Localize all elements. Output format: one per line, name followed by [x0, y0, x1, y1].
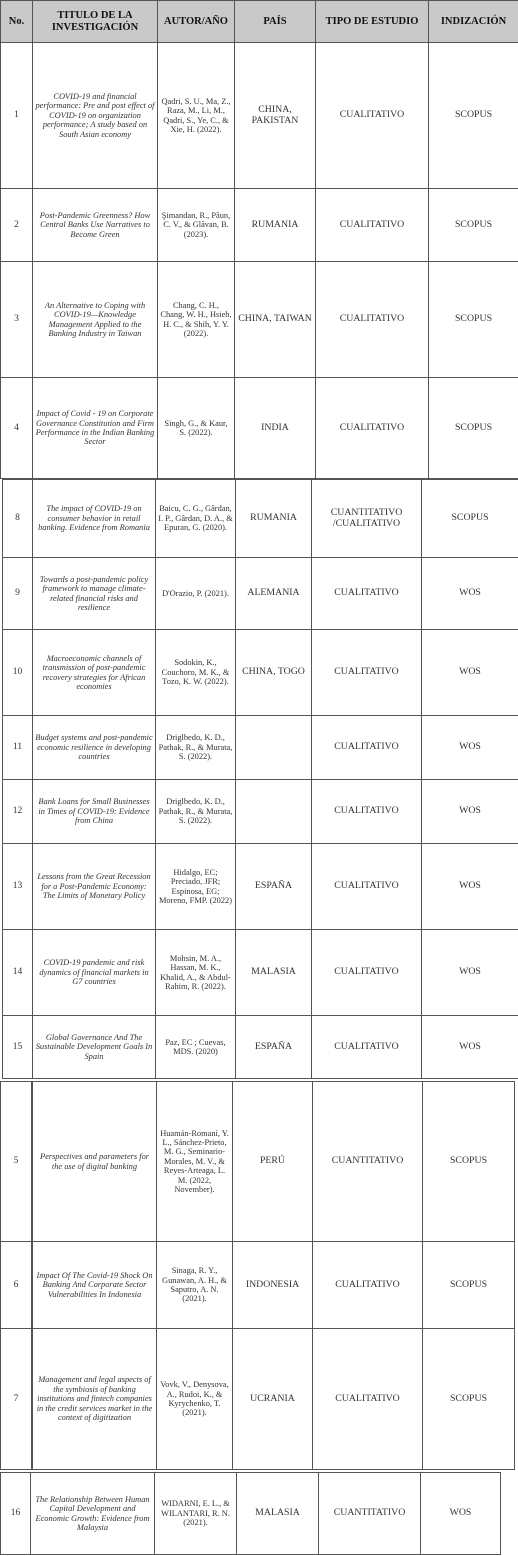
row-country	[236, 716, 312, 780]
row-title: Impact of Covid - 19 on Corporate Governance Constitution and Firm Performance in the Indian Banking Sector	[33, 378, 158, 479]
row-study-type: CUALITATIVO	[313, 1242, 423, 1329]
table-row	[33, 1242, 515, 1329]
table-segment-c	[32, 1081, 515, 1470]
row-title: COVID-19 and financial performance: Pre and post effect of COVID-19 on organization performance; A study based on South Asian economy	[33, 43, 158, 189]
row-study-type: CUALITATIVO	[312, 930, 422, 1016]
table-row	[1, 262, 518, 378]
row-study-type: CUALITATIVO	[312, 558, 422, 630]
row-country: INDIA	[235, 378, 316, 479]
row-study-type: CUALITATIVO	[312, 716, 422, 780]
row-author: Huamán-Romaní, Y. L., Sánchez-Prieto, M. G., Seminario-Morales, M. V., & Reyes-Arteaga, L. M. (2022, November).	[157, 1082, 233, 1242]
row-indexing: WOS	[422, 1016, 518, 1079]
row-title: Global Governance And The Sustainable Development Goals In Spain	[33, 1016, 156, 1079]
row-study-type: CUALITATIVO	[316, 378, 429, 479]
row-country: ESPAÑA	[236, 1016, 312, 1079]
header-title: TITULO DE LA INVESTIGACIÓN	[33, 1, 158, 43]
row-country: PERÚ	[233, 1082, 313, 1242]
table-segment-c-numbers	[0, 1081, 32, 1470]
table-row	[33, 1082, 515, 1242]
row-indexing: WOS	[422, 930, 518, 1016]
row-country: ALEMANIA	[236, 558, 312, 630]
header-type: TIPO DE ESTUDIO	[316, 1, 429, 43]
row-author: Paz, EC ; Cuevas, MDS. (2020)	[156, 1016, 236, 1079]
row-study-type: CUALITATIVO	[316, 189, 429, 262]
header-row	[1, 1, 518, 43]
table-row	[1, 378, 518, 479]
row-author: Şimandan, R., Păun, C. V., & Glăvan, B. (2023).	[158, 189, 235, 262]
row-study-type: CUALITATIVO	[312, 1016, 422, 1079]
table-row	[3, 930, 518, 1016]
row-study-type: CUALITATIVO	[312, 844, 422, 930]
row-title: The Relationship Between Human Capital Development and Economic Growth: Evidence from Malaysia	[31, 1473, 155, 1555]
row-author: Chang, C. H., Chang, W. H., Hsieh, H. C., & Shih, Y. Y. (2022).	[158, 262, 235, 378]
table-segment-a	[0, 0, 518, 479]
table-row	[3, 630, 518, 716]
row-number: 9	[3, 558, 33, 630]
row-indexing: SCOPUS	[429, 262, 518, 378]
row-country: UCRANIA	[233, 1329, 313, 1470]
row-indexing: WOS	[422, 716, 518, 780]
row-country: INDONESIA	[233, 1242, 313, 1329]
row-title: Macroeconomic channels of transmission of post-pandemic recovery strategies for African economies	[33, 630, 156, 716]
row-country: CHINA, TOGO	[236, 630, 312, 716]
header-index: INDIZACIÓN	[429, 1, 518, 43]
row-indexing: WOS	[421, 1473, 501, 1555]
table-row	[3, 780, 518, 844]
row-country: MALASIA	[237, 1473, 319, 1555]
row-number: 6	[1, 1242, 32, 1329]
table-row	[3, 844, 518, 930]
header-country: PAÍS	[235, 1, 316, 43]
row-study-type: CUALITATIVO	[316, 262, 429, 378]
row-title: Post-Pandemic Greenness? How Central Banks Use Narratives to Become Green	[33, 189, 158, 262]
row-number: 4	[1, 378, 33, 479]
row-number: 7	[1, 1329, 32, 1470]
table-row	[3, 716, 518, 780]
row-author: Hidalgo, EC; Preciado, JFR; Espinosa, EG; Moreno, FMP. (2022)	[156, 844, 236, 930]
table-row	[1, 189, 518, 262]
row-author: Driglbedo, K. D., Pathak, R., & Murata, S. (2022).	[156, 780, 236, 844]
row-author: Qadri, S. U., Ma, Z., Raza, M., Li, M., Qadri, S., Ye, C., & Xie, H. (2022).	[158, 43, 235, 189]
row-indexing: SCOPUS	[429, 378, 518, 479]
row-number: 11	[3, 716, 33, 780]
row-country: ESPAÑA	[236, 844, 312, 930]
row-indexing: WOS	[422, 844, 518, 930]
row-title: Lessons from the Great Recession for a Post-Pandemic Economy: The Limits of Monetary Policy	[33, 844, 156, 930]
row-indexing: SCOPUS	[423, 1329, 515, 1470]
row-study-type: CUANTITATIVO	[313, 1082, 423, 1242]
table-segment-d	[0, 1472, 501, 1555]
row-number: 3	[1, 262, 33, 378]
header-author: AUTOR/AÑO	[158, 1, 235, 43]
row-indexing: SCOPUS	[422, 480, 518, 558]
row-country: MALASIA	[236, 930, 312, 1016]
row-title: An Alternative to Coping with COVID-19—Knowledge Management Applied to the Banking Industry in Taiwan	[33, 262, 158, 378]
row-number: 13	[3, 844, 33, 930]
row-number: 10	[3, 630, 33, 716]
row-number: 5	[1, 1082, 32, 1242]
row-number: 12	[3, 780, 33, 844]
row-title: Bank Loans for Small Businesses in Times of COVID-19: Evidence from China	[33, 780, 156, 844]
row-title: Perspectives and parameters for the use of digital banking	[33, 1082, 157, 1242]
row-country: RUMANIA	[235, 189, 316, 262]
row-number: 16	[1, 1473, 31, 1555]
row-number: 1	[1, 43, 33, 189]
row-number: 2	[1, 189, 33, 262]
row-country: RUMANIA	[236, 480, 312, 558]
row-title: The impact of COVID-19 on consumer behavior in retail banking. Evidence from Romania	[33, 480, 156, 558]
row-indexing: SCOPUS	[423, 1082, 515, 1242]
row-country: CHINA, PAKISTAN	[235, 43, 316, 189]
table-row	[3, 480, 518, 558]
row-title: Management and legal aspects of the symbiosis of banking institutions and fintech companies in the credit services market in the context of digitization	[33, 1329, 157, 1470]
row-indexing: WOS	[422, 780, 518, 844]
row-indexing: SCOPUS	[429, 43, 518, 189]
row-study-type: CUANTITATIVO	[319, 1473, 421, 1555]
row-title: Budget systems and post-pandemic economic resilience in developing countries	[33, 716, 156, 780]
row-title: COVID-19 pandemic and risk dynamics of financial markets in G7 countries	[33, 930, 156, 1016]
row-study-type: CUALITATIVO	[312, 630, 422, 716]
row-author: Sodokin, K., Couchoro, M. K., & Tozo, K. W. (2022).	[156, 630, 236, 716]
table-row	[33, 1329, 515, 1470]
row-title: Towards a post-pandemic policy framework to manage climate-related financial risks and resilience	[33, 558, 156, 630]
row-author: Mohsin, M. A., Hassan, M. K., Khalid, A., & Abdul-Rahim, R. (2022).	[156, 930, 236, 1016]
row-author: WIDARNI, E. L., & WILANTARI, R. N. (2021).	[155, 1473, 237, 1555]
table-row	[1, 1473, 501, 1555]
header-no: No.	[1, 1, 33, 43]
row-author: Singh, G., & Kaur, S. (2022).	[158, 378, 235, 479]
row-author: Driglbedo, K. D., Pathak, R., & Murata, S. (2022).	[156, 716, 236, 780]
row-author: Sinaga, R. Y., Gunawan, A. H., & Saputro, A. N. (2021).	[157, 1242, 233, 1329]
row-study-type: CUANTITATIVO /CUALITATIVO	[312, 480, 422, 558]
table-row	[3, 558, 518, 630]
row-indexing: SCOPUS	[423, 1242, 515, 1329]
row-indexing: WOS	[422, 558, 518, 630]
row-number: 15	[3, 1016, 33, 1079]
row-author: Baicu, C. G., Gârdan, I. P., Gârdan, D. A., & Epuran, G. (2020).	[156, 480, 236, 558]
row-number: 8	[3, 480, 33, 558]
row-study-type: CUALITATIVO	[313, 1329, 423, 1470]
row-study-type: CUALITATIVO	[312, 780, 422, 844]
row-indexing: SCOPUS	[429, 189, 518, 262]
table-row	[1, 43, 518, 189]
row-country: CHINA, TAIWAN	[235, 262, 316, 378]
row-indexing: WOS	[422, 630, 518, 716]
row-author: Vovk, V., Denysova, A., Rudoi, K., & Kyrychenko, T. (2021).	[157, 1329, 233, 1470]
row-author: D'Orazio, P. (2021).	[156, 558, 236, 630]
row-number: 14	[3, 930, 33, 1016]
table-row	[3, 1016, 518, 1079]
table-segment-b	[2, 479, 518, 1079]
row-country	[236, 780, 312, 844]
row-study-type: CUALITATIVO	[316, 43, 429, 189]
row-title: Impact Of The Covid-19 Shock On Banking And Corporate Sector Vulnerabilities In Indonesia	[33, 1242, 157, 1329]
